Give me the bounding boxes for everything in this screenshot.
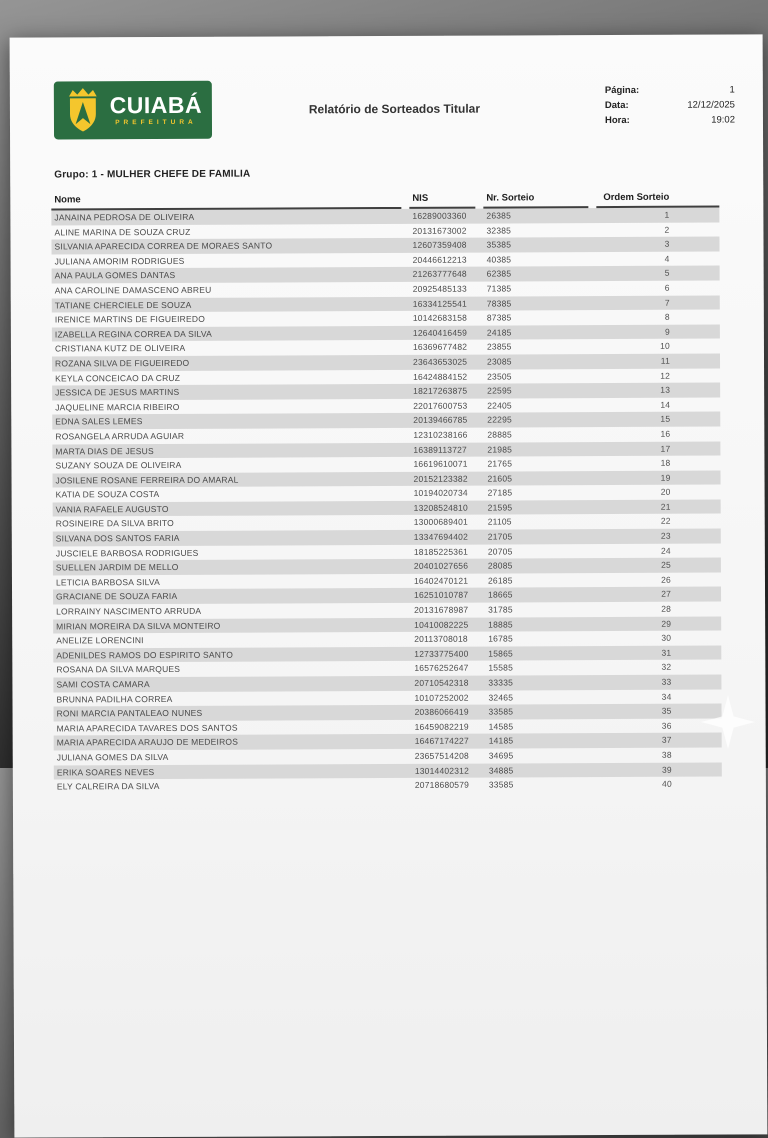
cell-nis: 16576252647	[414, 663, 469, 674]
cell-nome: JULIANA AMORIM RODRIGUES	[54, 255, 185, 267]
cell-ordem-sorteio: 31	[661, 647, 672, 658]
cell-nis: 10194020734	[413, 487, 468, 499]
cell-nis: 20139466785	[413, 414, 468, 426]
cell-ordem-sorteio: 4	[664, 253, 670, 264]
cell-nr-sorteio: 28085	[487, 560, 513, 571]
cell-nr-sorteio: 33585	[488, 706, 514, 717]
cell-nr-sorteio: 21105	[487, 516, 512, 528]
cell-ordem-sorteio: 32	[661, 662, 672, 673]
cell-nis: 20710542318	[414, 677, 469, 688]
cell-nis: 18185225361	[413, 546, 469, 557]
cell-nr-sorteio: 21605	[487, 473, 513, 484]
cell-nis: 13000689401	[413, 517, 468, 528]
cell-nome: MARIA APARECIDA ARAUJO DE MEDEIROS	[56, 737, 239, 748]
cell-nome: RONI MARCIA PANTALEAO NUNES	[56, 708, 203, 719]
cell-nome: GRACIANE DE SOUZA FARIA	[56, 591, 178, 602]
cell-nr-sorteio: 16785	[488, 633, 513, 644]
cell-nome: ROZANA SILVA DE FIGUEIREDO	[55, 357, 190, 369]
cell-nr-sorteio: 33335	[488, 677, 514, 688]
cell-nis: 13208524810	[413, 502, 468, 513]
cell-ordem-sorteio: 34	[661, 691, 672, 702]
cell-ordem-sorteio: 12	[660, 370, 671, 381]
cell-ordem-sorteio: 2	[664, 224, 670, 235]
cell-nr-sorteio: 26185	[487, 575, 513, 586]
cell-nr-sorteio: 20705	[487, 546, 513, 557]
cell-nome: KEYLA CONCEICAO DA CRUZ	[55, 372, 181, 383]
cell-ordem-sorteio: 38	[661, 749, 672, 760]
cell-ordem-sorteio: 5	[664, 268, 670, 279]
cell-nr-sorteio: 87385	[486, 312, 512, 323]
cell-nome: EDNA SALES LEMES	[55, 416, 143, 427]
cell-ordem-sorteio: 10	[660, 341, 670, 352]
cell-ordem-sorteio: 22	[660, 516, 671, 527]
cell-nis: 16389113727	[413, 444, 468, 455]
cell-ordem-sorteio: 18	[660, 457, 671, 468]
cell-nome: JAQUELINE MARCIA RIBEIRO	[55, 401, 180, 413]
cell-nome: SILVANA DOS SANTOS FARIA	[55, 532, 180, 544]
cell-nome: IRENICE MARTINS DE FIGUEIREDO	[54, 313, 206, 325]
cell-nr-sorteio: 34695	[488, 750, 514, 761]
column-header-nr-sorteio: Nr. Sorteio	[483, 190, 588, 208]
cell-nis: 16369677482	[412, 341, 468, 353]
cell-ordem-sorteio: 13	[660, 384, 671, 395]
cell-nome: ELY CALREIRA DA SILVA	[56, 781, 160, 792]
cell-ordem-sorteio: 16	[660, 428, 671, 439]
cell-ordem-sorteio: 33	[661, 676, 672, 687]
cell-nr-sorteio: 27185	[487, 487, 513, 498]
cell-nis: 20401027656	[413, 560, 469, 572]
cell-nome: ROSANA DA SILVA MARQUES	[56, 664, 181, 675]
cell-nr-sorteio: 18885	[488, 619, 513, 630]
cell-ordem-sorteio: 30	[661, 632, 672, 644]
cell-nis: 20152123382	[413, 473, 468, 484]
cell-nis: 13347694402	[413, 531, 469, 542]
logo-subtitle: PREFEITURA	[115, 118, 197, 126]
cell-ordem-sorteio: 40	[661, 778, 672, 789]
cell-nr-sorteio: 18665	[488, 589, 513, 601]
pagina-label: Página:	[604, 84, 640, 97]
cell-nis: 22017600753	[413, 400, 468, 411]
cell-nis: 10107252002	[414, 692, 469, 703]
cell-nome: JUSCIELE BARBOSA RODRIGUES	[55, 547, 199, 559]
column-header-nis: NIS	[409, 191, 475, 209]
cell-nr-sorteio: 40385	[486, 254, 512, 265]
cell-nome: LORRAINY NASCIMENTO ARRUDA	[56, 605, 202, 617]
cell-nr-sorteio: 22595	[487, 385, 512, 396]
cell-nome: CRISTIANA KUTZ DE OLIVEIRA	[54, 343, 186, 354]
cell-nome: TATIANE CHERCIELE DE SOUZA	[54, 299, 192, 311]
cell-ordem-sorteio: 15	[660, 414, 671, 425]
cell-nis: 16289003360	[412, 210, 467, 221]
cell-ordem-sorteio: 35	[661, 705, 672, 716]
cell-nis: 12607359408	[412, 239, 467, 251]
cell-nr-sorteio: 21595	[487, 502, 513, 513]
cell-ordem-sorteio: 19	[660, 472, 671, 483]
cell-nome: SUZANY SOUZA DE OLIVEIRA	[55, 459, 182, 471]
cell-ordem-sorteio: 9	[664, 326, 670, 337]
cell-nr-sorteio: 22295	[487, 414, 512, 425]
cell-nome: ANA PAULA GOMES DANTAS	[54, 270, 176, 281]
cell-nis: 21263777648	[412, 269, 467, 280]
cell-nis: 16467174227	[414, 736, 469, 747]
group-title: Grupo: 1 - MULHER CHEFE DE FAMILIA	[54, 168, 251, 181]
cell-ordem-sorteio: 7	[664, 297, 670, 308]
cell-nome: SILVANIA APARECIDA CORREA DE MORAES SANTO	[54, 240, 273, 252]
data-value: 12/12/2025	[687, 99, 735, 111]
cell-nome: IZABELLA REGINA CORREA DA SILVA	[54, 328, 212, 340]
cell-nome: LETICIA BARBOSA SILVA	[55, 576, 161, 588]
cell-ordem-sorteio: 23	[660, 530, 671, 541]
table-body	[51, 208, 722, 795]
cell-nome: ANELIZE LORENCINI	[56, 635, 144, 646]
cell-nis: 16459082219	[414, 721, 469, 732]
cell-ordem-sorteio: 36	[661, 720, 672, 731]
cell-ordem-sorteio: 6	[664, 282, 670, 293]
data-label: Data:	[604, 99, 629, 112]
cell-nome: ALINE MARINA DE SOUZA CRUZ	[54, 226, 191, 238]
cell-nome: VANIA RAFAELE AUGUSTO	[55, 503, 169, 515]
cell-nr-sorteio: 28885	[487, 429, 513, 440]
cell-nome: JESSICA DE JESUS MARTINS	[55, 387, 180, 398]
cell-nr-sorteio: 71385	[486, 283, 512, 294]
cell-nome: SUELLEN JARDIM DE MELLO	[55, 562, 179, 573]
cell-ordem-sorteio: 20	[660, 487, 671, 498]
hora-label: Hora:	[604, 114, 630, 127]
cell-ordem-sorteio: 21	[660, 501, 671, 512]
cell-ordem-sorteio: 28	[661, 603, 672, 614]
cell-nis: 12640416459	[412, 327, 468, 338]
cell-nr-sorteio: 21705	[487, 531, 513, 542]
cell-nis: 16424884152	[413, 371, 468, 382]
cell-nis: 23657514208	[414, 750, 469, 761]
cell-ordem-sorteio: 25	[661, 560, 671, 571]
cell-nis: 23643653025	[413, 356, 468, 367]
cell-nis: 20131673002	[412, 225, 467, 236]
cell-nr-sorteio: 32465	[488, 692, 514, 703]
pagina-value: 1	[729, 84, 735, 96]
logo-name: CUIABÁ	[109, 91, 203, 118]
cell-nis: 20718680579	[414, 779, 470, 791]
cell-nis: 16619610071	[413, 458, 468, 469]
cell-nome: MARIA APARECIDA TAVARES DOS SANTOS	[56, 722, 238, 734]
cell-nis: 16251010787	[414, 590, 469, 601]
report-page	[10, 34, 768, 1137]
cell-ordem-sorteio: 11	[660, 355, 671, 366]
cell-ordem-sorteio: 26	[661, 574, 671, 585]
cell-nome: ROSANGELA ARRUDA AGUIAR	[55, 430, 185, 442]
cell-nr-sorteio: 23505	[487, 370, 512, 382]
cell-nr-sorteio: 23855	[486, 341, 512, 352]
cell-ordem-sorteio: 8	[664, 311, 670, 322]
cell-nr-sorteio: 34885	[488, 765, 514, 776]
cell-nome: ERIKA SOARES NEVES	[56, 766, 155, 778]
cell-ordem-sorteio: 14	[660, 399, 671, 410]
cell-nr-sorteio: 22405	[487, 400, 512, 411]
cell-nome: JULIANA GOMES DA SILVA	[56, 751, 169, 763]
table-row	[54, 777, 722, 795]
cell-nis: 20131678987	[414, 604, 469, 615]
cell-nis: 18217263875	[413, 385, 468, 397]
cell-nome: MIRIAN MOREIRA DA SILVA MONTEIRO	[56, 620, 221, 632]
cell-ordem-sorteio: 37	[661, 735, 672, 746]
cell-nis: 20113708018	[414, 633, 468, 645]
cell-ordem-sorteio: 1	[664, 209, 670, 220]
cell-nis: 20446612213	[412, 254, 467, 265]
cell-nome: JOSILENE ROSANE FERREIRA DO AMARAL	[55, 474, 239, 486]
cell-ordem-sorteio: 24	[660, 545, 671, 556]
cell-nr-sorteio: 21985	[487, 443, 513, 455]
cell-ordem-sorteio: 39	[661, 764, 672, 775]
cell-nis: 12310238166	[413, 429, 468, 440]
cell-nr-sorteio: 62385	[486, 268, 512, 279]
cell-ordem-sorteio: 29	[661, 618, 672, 629]
cell-ordem-sorteio: 17	[660, 443, 671, 454]
cell-nr-sorteio: 35385	[486, 239, 512, 250]
cell-nr-sorteio: 78385	[486, 298, 512, 309]
cell-nr-sorteio: 31785	[488, 604, 513, 615]
cell-nome: MARTA DIAS DE JESUS	[55, 445, 154, 456]
cell-nr-sorteio: 32385	[486, 225, 512, 236]
cell-nis: 13014402312	[414, 765, 470, 776]
cell-nis: 10142683158	[412, 312, 468, 324]
cell-nr-sorteio: 14185	[488, 735, 514, 746]
hora-value: 19:02	[711, 114, 735, 126]
cell-nis: 20386066419	[414, 706, 469, 718]
cell-nis: 12733775400	[414, 648, 469, 659]
cell-nome: JANAINA PEDROSA DE OLIVEIRA	[54, 211, 195, 223]
cell-nome: ADENILDES RAMOS DO ESPIRITO SANTO	[56, 649, 234, 661]
cell-nis: 16402470121	[413, 575, 469, 586]
cell-nr-sorteio: 15585	[488, 662, 514, 673]
cell-nome: KATIA DE SOUZA COSTA	[55, 489, 160, 500]
cell-nr-sorteio: 23085	[486, 356, 512, 367]
cell-nome: ROSINEIRE DA SILVA BRITO	[55, 518, 174, 529]
cell-nr-sorteio: 24185	[486, 327, 512, 338]
cell-nis: 20925485133	[412, 283, 467, 294]
cell-nome: SAMI COSTA CAMARA	[56, 679, 150, 690]
cell-nis: 10410082225	[414, 619, 469, 630]
report-title: Relatório de Sorteados Titular	[308, 101, 481, 117]
cell-nis: 16334125541	[412, 298, 467, 309]
cell-nr-sorteio: 14585	[488, 721, 514, 732]
column-header-nome: Nome	[51, 191, 401, 211]
cell-nr-sorteio: 21765	[487, 458, 513, 469]
cell-nome: BRUNNA PADILHA CORREA	[56, 693, 173, 705]
cell-nr-sorteio: 33585	[488, 779, 514, 790]
cell-ordem-sorteio: 27	[661, 589, 672, 600]
cell-nome: ANA CAROLINE DAMASCENO ABREU	[54, 284, 212, 296]
column-header-ordem-sorteio: Ordem Sorteio	[596, 190, 719, 209]
sorteados-table	[51, 190, 722, 795]
cell-nr-sorteio: 26385	[486, 210, 512, 221]
cell-nr-sorteio: 15865	[488, 648, 513, 659]
cell-ordem-sorteio: 3	[664, 238, 670, 249]
report-header	[54, 78, 735, 143]
